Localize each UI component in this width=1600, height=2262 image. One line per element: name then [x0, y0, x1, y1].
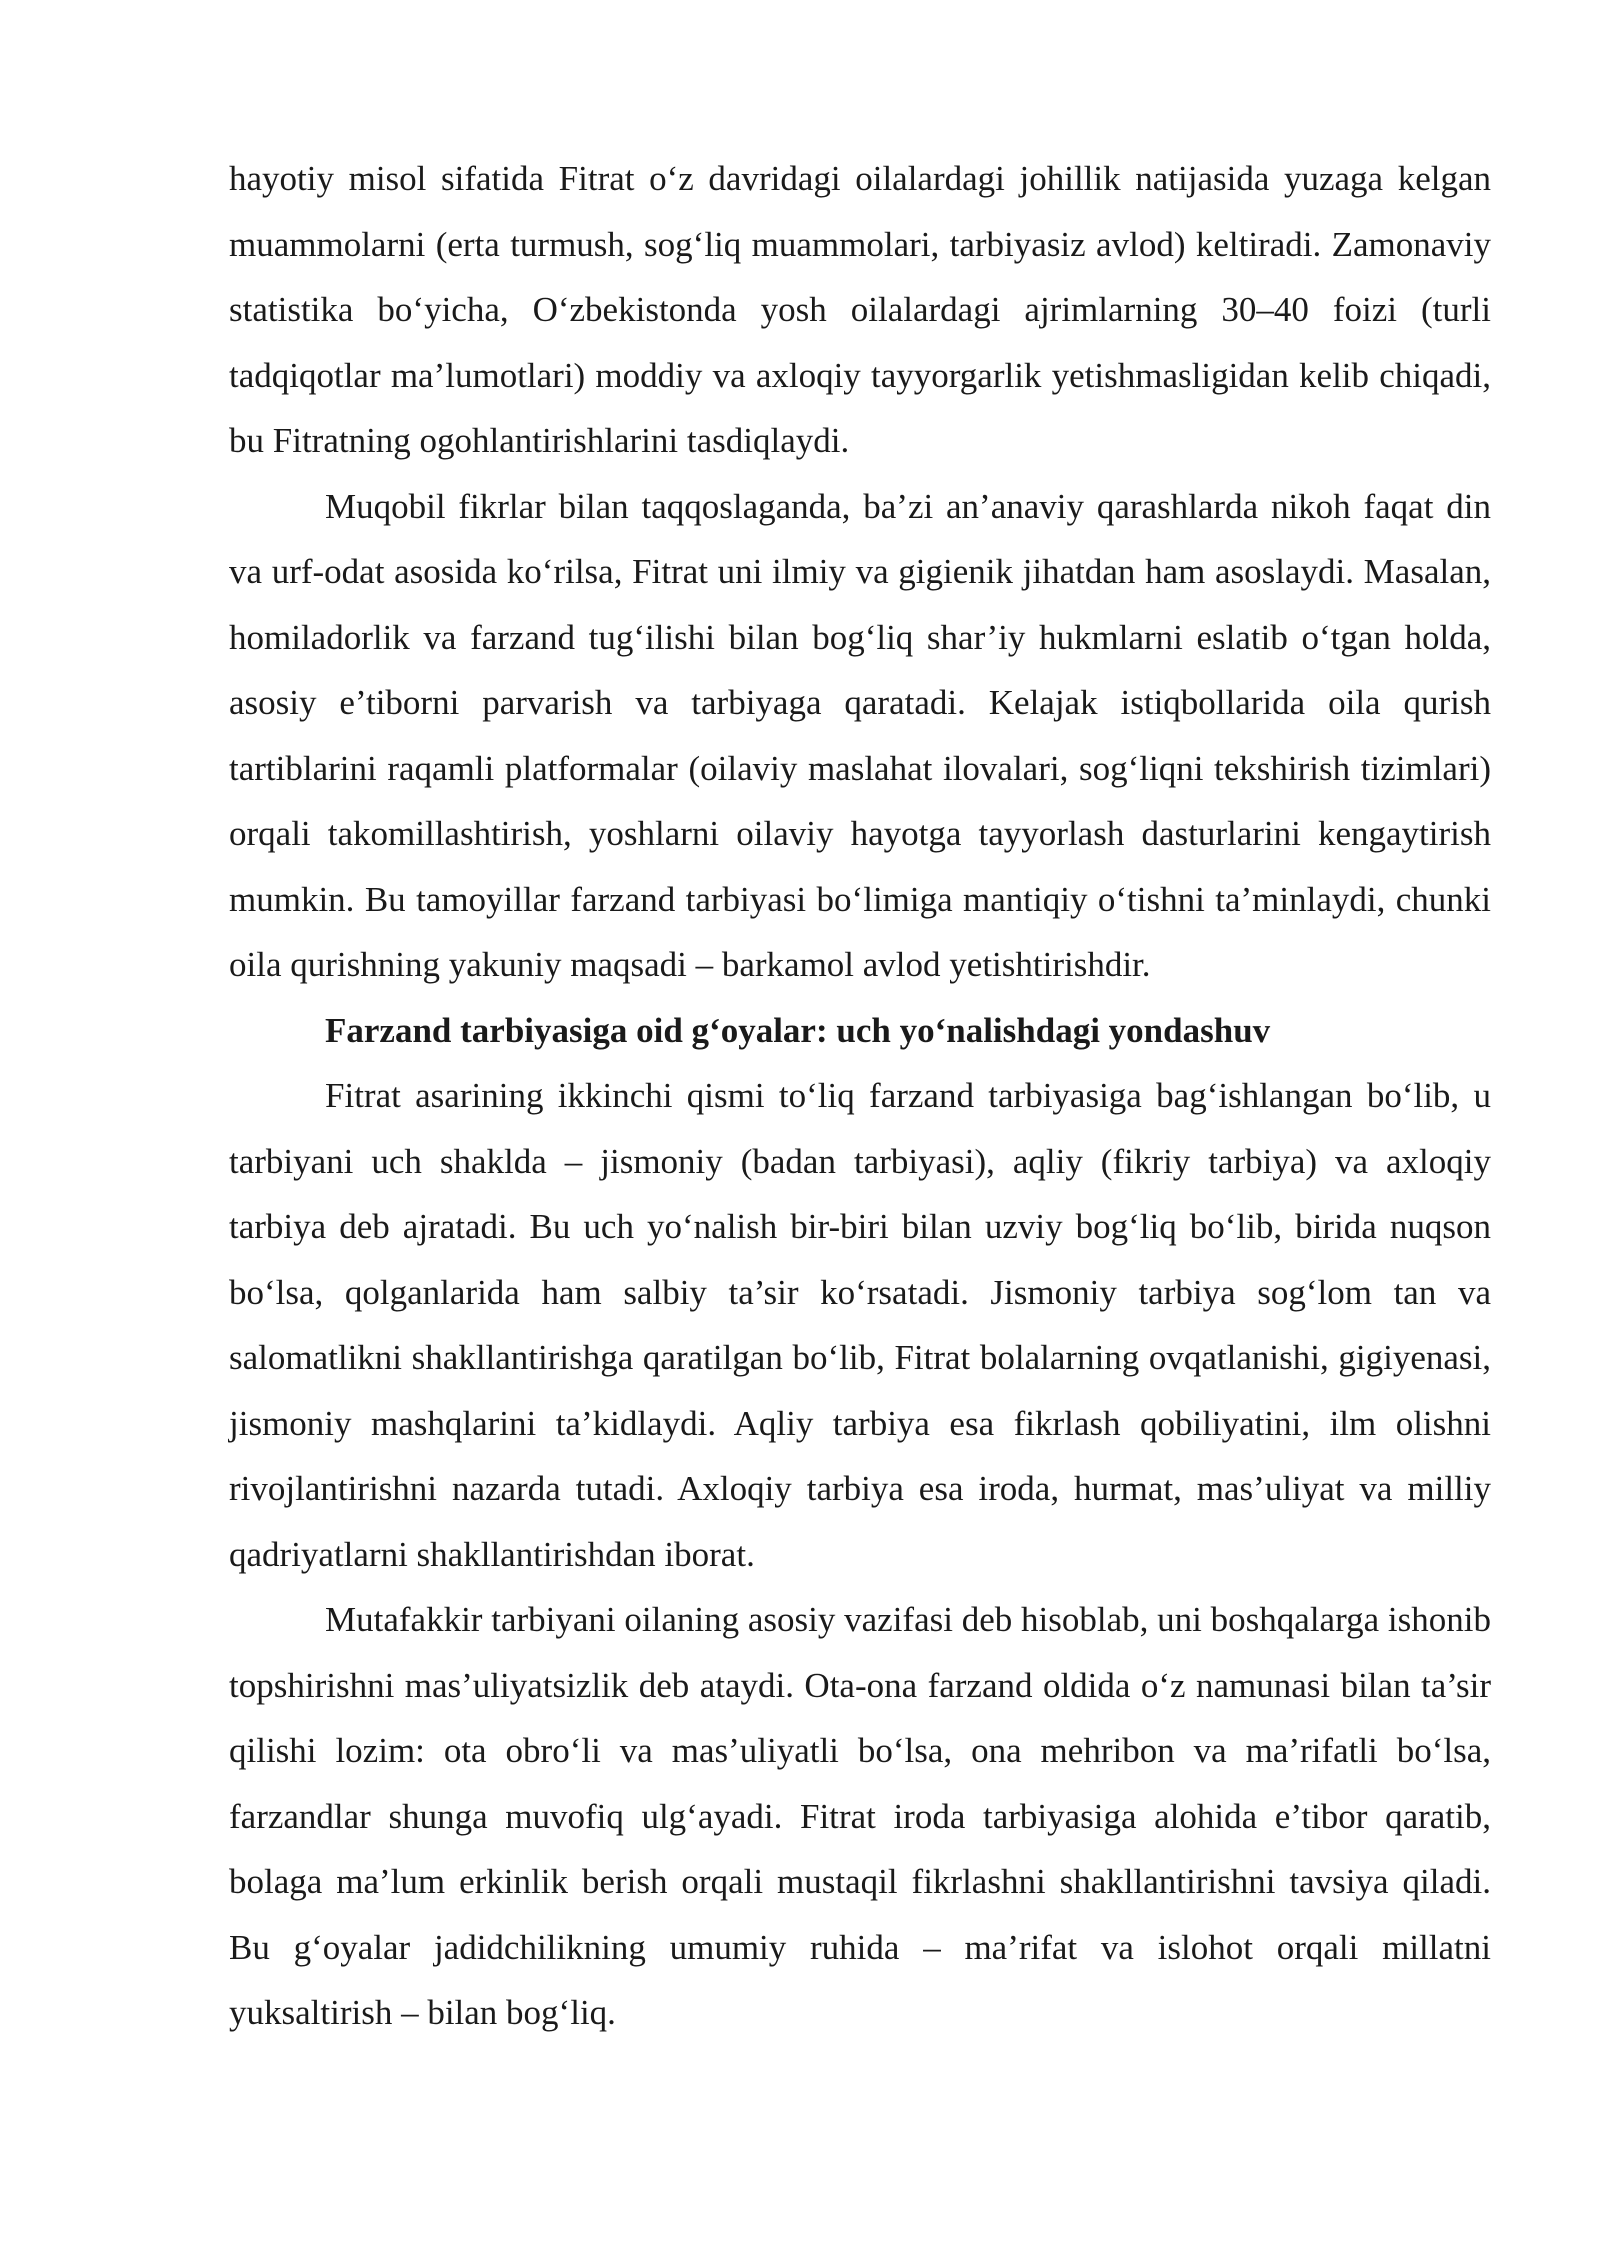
section-heading: Farzand tarbiyasiga oid g‘oyalar: uch yo‘nalishdagi yondashuv — [325, 1010, 1271, 1050]
paragraph-2: Muqobil fikrlar bilan taqqoslaganda, ba’zi an’anaviy qarashlarda nikoh faqat din va urf-odat asosida ko‘rilsa, Fitrat uni ilmiy va gigienik jihatdan ham asoslaydi. Masalan, homiladorlik va farzand tug‘ilishi bilan bog‘liq shar’iy hukmlarni eslatib o‘tgan holda, asosiy e’tiborni parvarish va tarbiyaga qaratadi. Kelajak istiqbollarida oila qurish tartiblarini raqamli platformalar (oilaviy maslahat ilovalari, sog‘liqni tekshirish tizimlari) orqali takomillashtirish, yoshlarni oilaviy hayotga tayyorlash dasturlarini kengaytirish mumkin. Bu tamoyillar farzand tarbiyasi bo‘limiga mantiqiy o‘tishni ta’minlaydi, chunki oila qurishning yakuniy maqsadi – barkamol avlod yetishtirishdir. — [229, 486, 1491, 984]
document-page — [229, 146, 1491, 2046]
paragraph-3: Fitrat asarining ikkinchi qismi to‘liq farzand tarbiyasiga bag‘ishlangan bo‘lib, u tarbiyani uch shaklda – jismoniy (badan tarbiyasi), aqliy (fikriy tarbiya) va axloqiy tarbiya deb ajratadi. Bu uch yo‘nalish bir-biri bilan uzviy bog‘liq bo‘lib, birida nuqson bo‘lsa, qolganlarida ham salbiy ta’sir ko‘rsatadi. Jismoniy tarbiya sog‘lom tan va salomatlikni shakllantirishga qaratilgan bo‘lib, Fitrat bolalarning ovqatlanishi, gigiyenasi, jismoniy mashqlarini ta’kidlaydi. Aqliy tarbiya esa fikrlash qobiliyatini, ilm olishni rivojlantirishni nazarda tutadi. Axloqiy tarbiya esa iroda, hurmat, mas’uliyat va milliy qadriyatlarni shakllantirishdan iborat. — [229, 1076, 1491, 1574]
paragraph-4: Mutafakkir tarbiyani oilaning asosiy vazifasi deb hisoblab, uni boshqalarga ishonib topshirishni mas’uliyatsizlik deb ataydi. Ota-ona farzand oldida o‘z namunasi bilan ta’sir qilishi lozim: ota obro‘li va mas’uliyatli bo‘lsa, ona mehribon va ma’rifatli bo‘lsa, farzandlar shunga muvofiq ulg‘ayadi. Fitrat iroda tarbiyasiga alohida e’tibor qaratib, bolaga ma’lum erkinlik berish orqali mustaqil fikrlashni shakllantirishni tavsiya qiladi. Bu g‘oyalar jadidchilikning umumiy ruhida – ma’rifat va islohot orqali millatni yuksaltirish – bilan bog‘liq. — [229, 1600, 1491, 2032]
paragraph-1: hayotiy misol sifatida Fitrat o‘z davridagi oilalardagi johillik natijasida yuzaga kelgan muammolarni (erta turmush, sog‘liq muammolari, tarbiyasiz avlod) keltiradi. Zamonaviy statistika bo‘yicha, O‘zbekistonda yosh oilalardagi ajrimlarning 30–40 foizi (turli tadqiqotlar ma’lumotlari) moddiy va axloqiy tayyorgarlik yetishmasligidan kelib chiqadi, bu Fitratning ogohlantirishlarini tasdiqlaydi. — [229, 159, 1491, 460]
